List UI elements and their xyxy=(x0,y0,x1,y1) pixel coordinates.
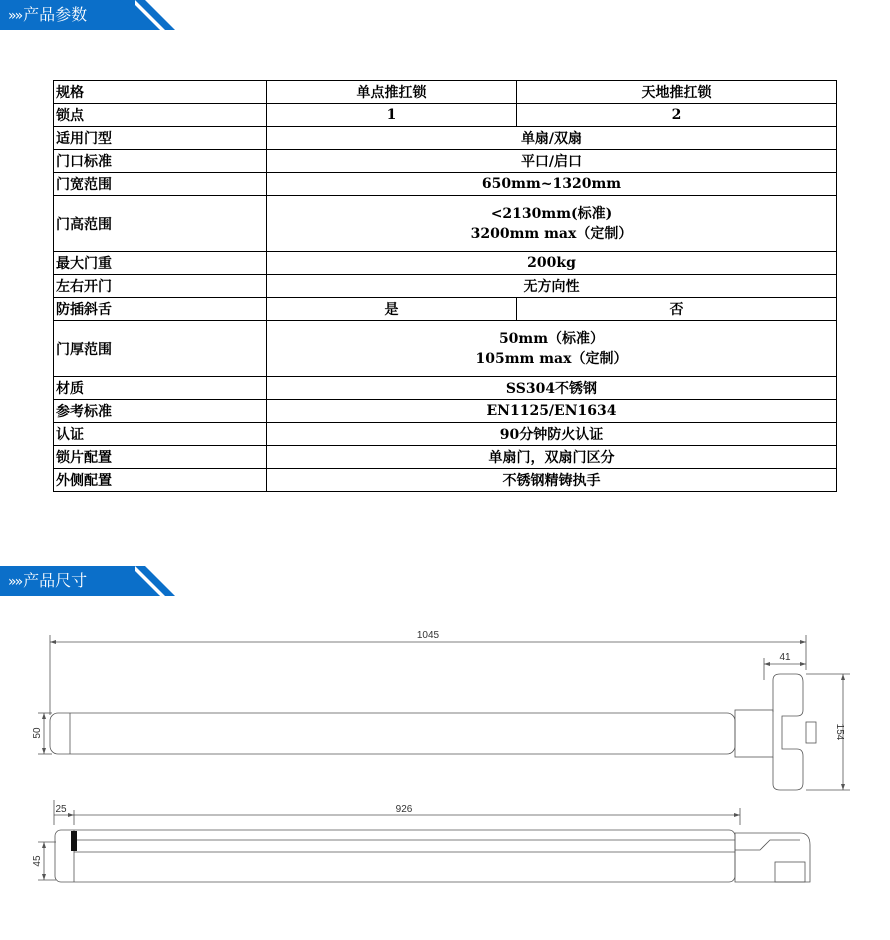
table-cell-label: 规格 xyxy=(54,81,267,104)
table-row xyxy=(54,127,837,150)
table-cell-value: 单扇/双扇 xyxy=(267,127,837,150)
section-header-params-label xyxy=(0,0,135,30)
dim-handle-offset: 41 xyxy=(779,652,791,663)
table-cell-value: 200kg xyxy=(267,252,837,275)
table-row xyxy=(54,275,837,298)
table-cell-value xyxy=(267,321,837,377)
table-cell-value: 无方向性 xyxy=(267,275,837,298)
table-cell-label: 锁点 xyxy=(54,104,267,127)
table-cell-label: 门宽范围 xyxy=(54,173,267,196)
table-cell-label: 最大门重 xyxy=(54,252,267,275)
table-cell-value: EN1125/EN1634 xyxy=(267,400,837,423)
table-cell-col1: 单点推扛锁 xyxy=(267,81,517,104)
table-row xyxy=(54,150,837,173)
table-row xyxy=(54,400,837,423)
table-header-row xyxy=(54,81,837,104)
table-cell-label: 适用门型 xyxy=(54,127,267,150)
chevrons-icon: »» xyxy=(8,574,22,590)
table-cell-value: 单扇门，双扇门区分 xyxy=(267,446,837,469)
section-header-size xyxy=(0,566,190,596)
dim-bar-length: 926 xyxy=(395,804,413,815)
table-row xyxy=(54,104,837,127)
table-cell-label: 锁片配置 xyxy=(54,446,267,469)
table-cell-line: 50mm（标准） xyxy=(498,330,605,347)
table-cell-line: <2130mm(标准) xyxy=(490,205,613,222)
table-row xyxy=(54,377,837,400)
table-row xyxy=(54,173,837,196)
spec-table xyxy=(53,80,837,492)
table-cell-label: 门高范围 xyxy=(54,196,267,252)
table-cell-label: 门口标准 xyxy=(54,150,267,173)
table-cell-label: 外侧配置 xyxy=(54,469,267,492)
table-cell-label: 门厚范围 xyxy=(54,321,267,377)
dim-overall-length: 1045 xyxy=(416,630,440,641)
table-cell-label: 参考标准 xyxy=(54,400,267,423)
table-cell-line: 105mm max（定制） xyxy=(475,350,628,367)
table-cell-col2: 2 xyxy=(517,104,837,127)
section-header-size-label xyxy=(0,566,135,596)
table-cell-value: 平口/启口 xyxy=(267,150,837,173)
table-cell-col1: 1 xyxy=(267,104,517,127)
section-title-size: 产品尺寸 xyxy=(23,571,88,590)
table-row xyxy=(54,423,837,446)
section-header-params xyxy=(0,0,190,30)
table-row xyxy=(54,469,837,492)
chevrons-icon: »» xyxy=(8,8,22,24)
dim-side-height: 45 xyxy=(32,855,43,867)
table-cell-label: 材质 xyxy=(54,377,267,400)
table-cell-value: 不锈钢精铸执手 xyxy=(267,469,837,492)
table-cell-label: 防插斜舌 xyxy=(54,298,267,321)
table-cell-col1: 是 xyxy=(267,298,517,321)
table-row xyxy=(54,446,837,469)
table-row xyxy=(54,321,837,377)
table-cell-col2: 天地推扛锁 xyxy=(517,81,837,104)
table-row xyxy=(54,298,837,321)
table-cell-label: 左右开门 xyxy=(54,275,267,298)
section-title-params: 产品参数 xyxy=(23,5,88,24)
dim-handle-height: 154 xyxy=(834,723,845,741)
dim-end-offset: 25 xyxy=(55,804,67,815)
table-cell-line: 3200mm max（定制） xyxy=(470,225,633,242)
table-cell-label: 认证 xyxy=(54,423,267,446)
table-row xyxy=(54,196,837,252)
table-cell-value: 650mm~1320mm xyxy=(267,173,837,196)
table-cell-value: SS304不锈钢 xyxy=(267,377,837,400)
dimension-drawing xyxy=(0,600,890,940)
table-cell-value: 90分钟防火认证 xyxy=(267,423,837,446)
table-cell-value xyxy=(267,196,837,252)
table-cell-col2: 否 xyxy=(517,298,837,321)
table-row xyxy=(54,252,837,275)
diagonal-stripes-icon xyxy=(120,0,190,30)
diagonal-stripes-icon xyxy=(120,566,190,596)
dim-bar-height: 50 xyxy=(32,727,43,739)
